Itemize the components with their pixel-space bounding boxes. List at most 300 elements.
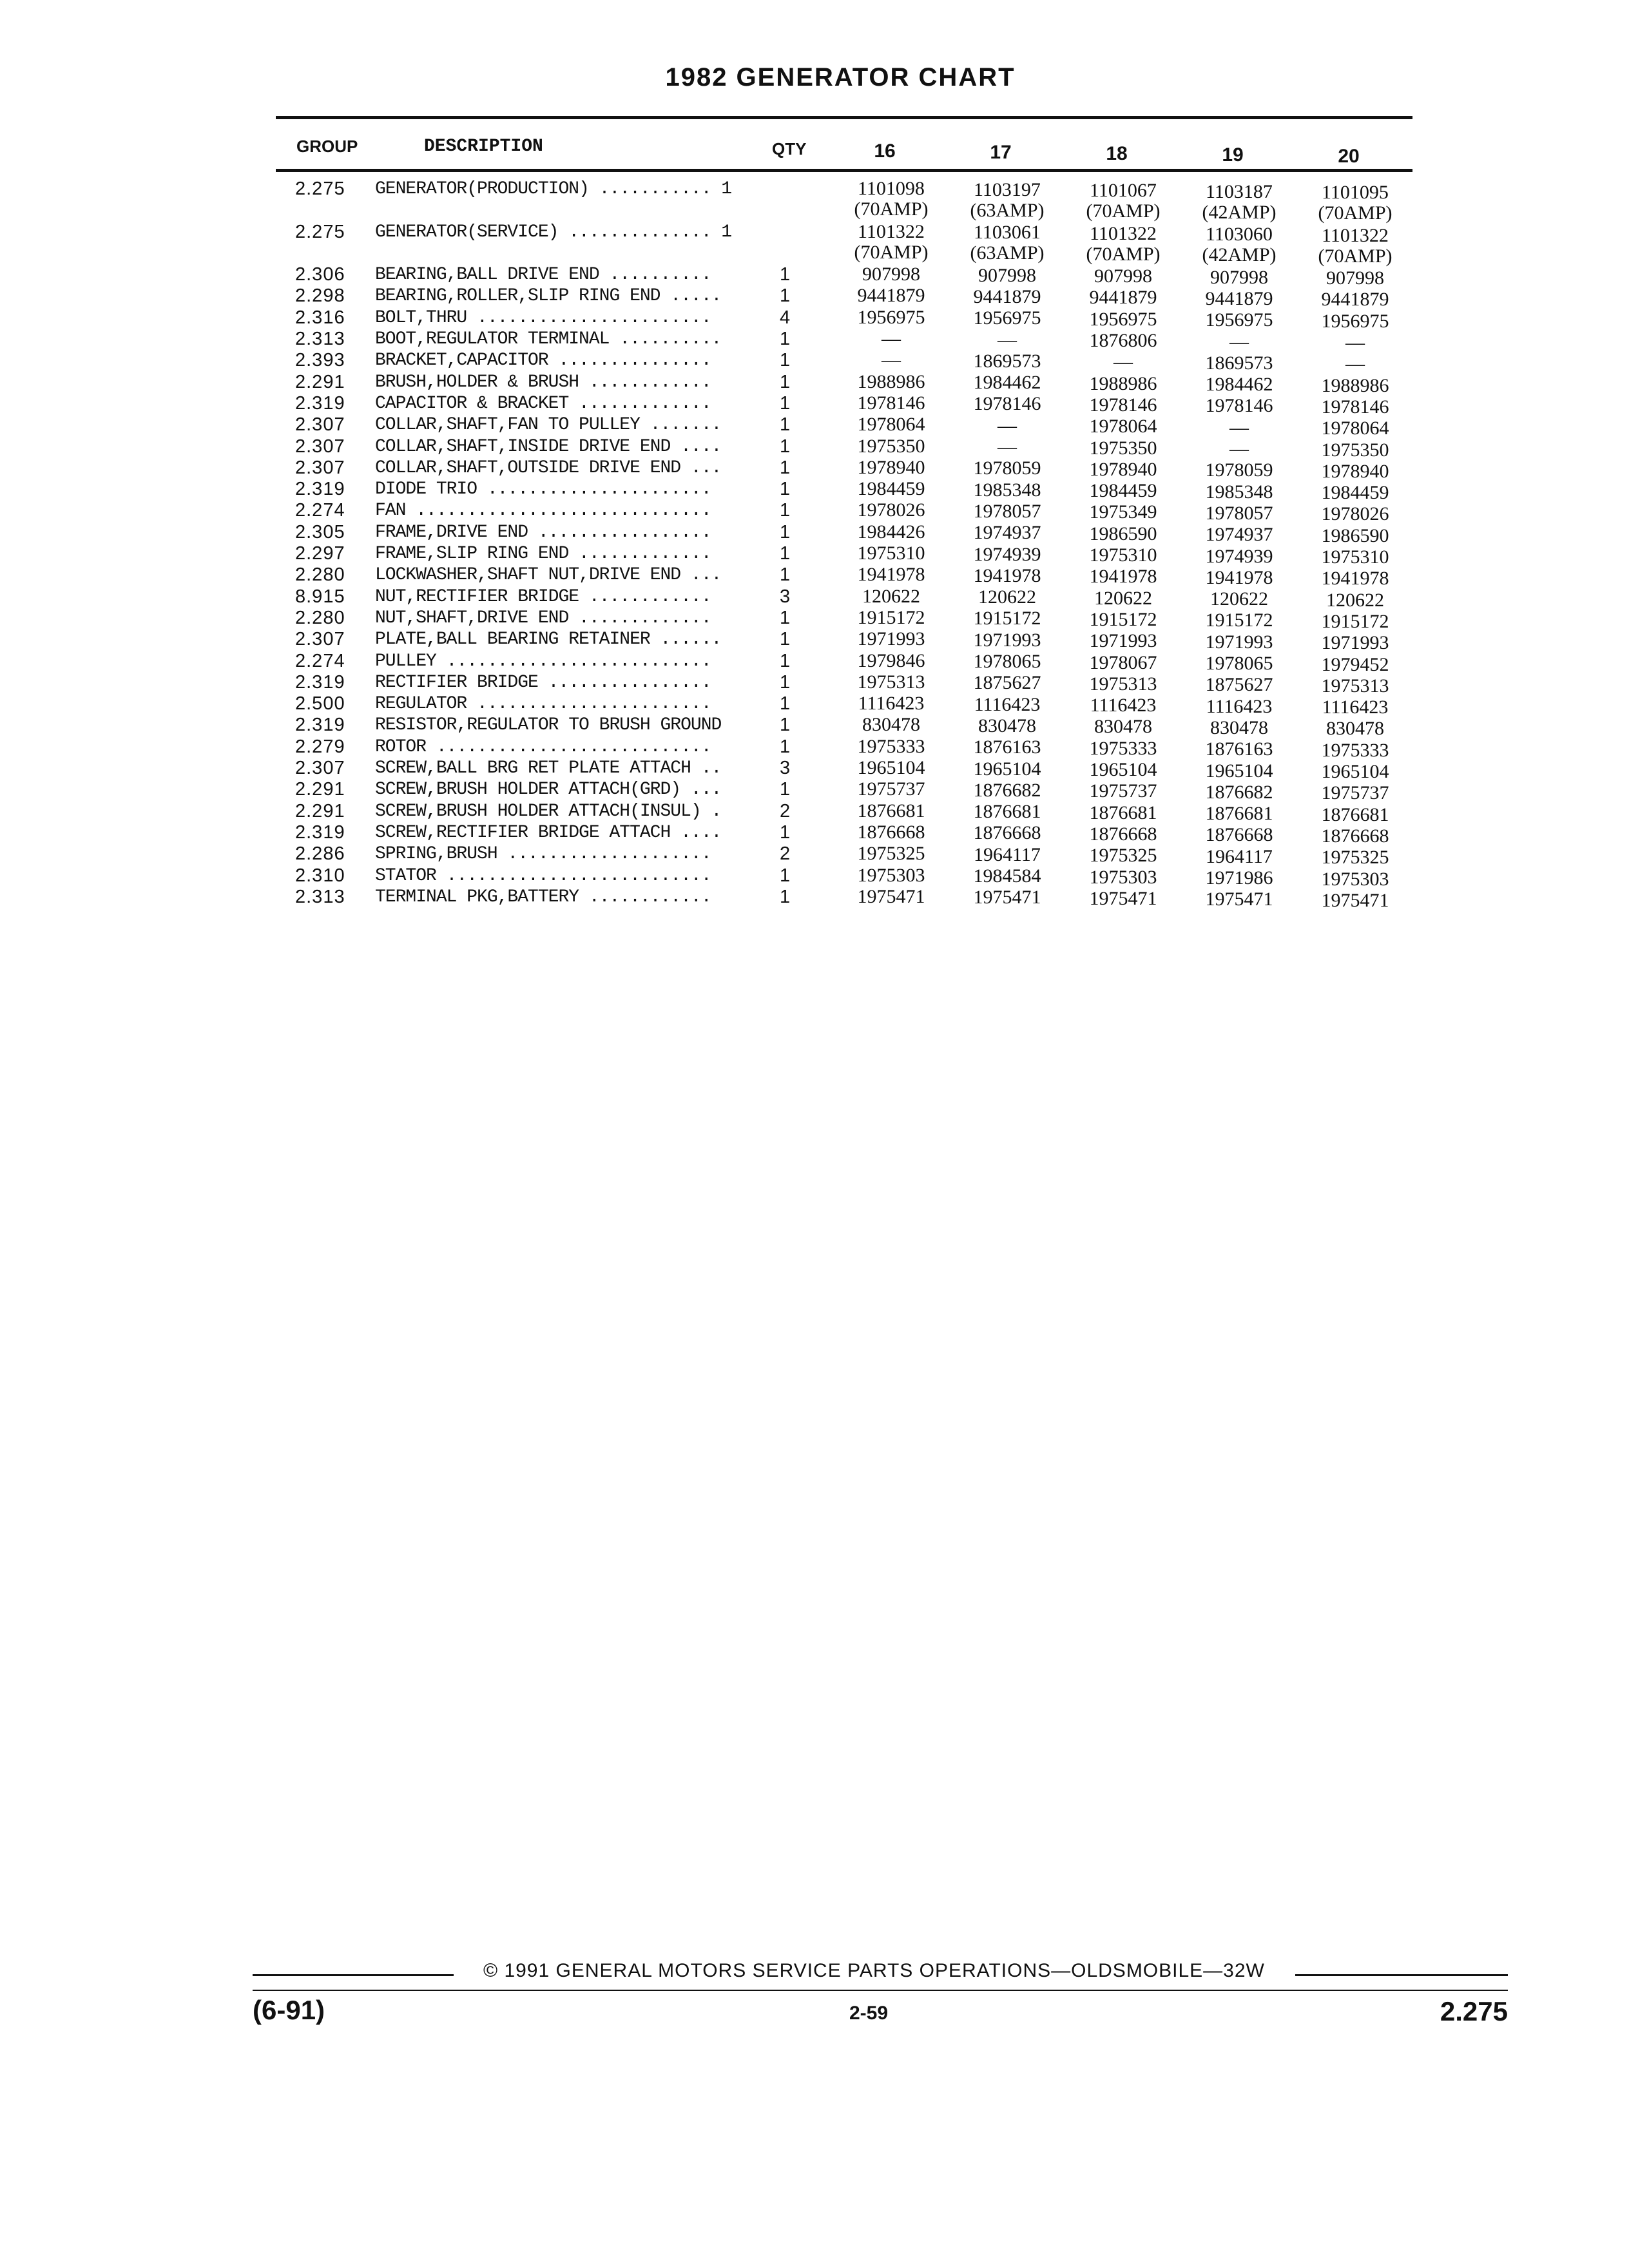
part-number-value: 1974939 bbox=[1205, 545, 1273, 567]
part-number-value: 1941978 bbox=[1205, 566, 1273, 588]
row-description: TERMINAL PKG,BATTERY ............ bbox=[375, 887, 711, 907]
table-row bbox=[276, 414, 1412, 439]
part-number-value: 1986590 bbox=[1321, 524, 1389, 546]
part-number-value: — bbox=[1229, 416, 1249, 438]
amp-rating: (70AMP) bbox=[1318, 245, 1393, 267]
row-description: FRAME,DRIVE END ................. bbox=[375, 522, 711, 543]
row-part-number bbox=[1068, 502, 1178, 523]
row-part-number bbox=[1068, 459, 1178, 480]
row-description: COLLAR,SHAFT,INSIDE DRIVE END .... bbox=[375, 436, 722, 457]
row-part-number bbox=[836, 307, 946, 328]
row-part-number bbox=[1068, 566, 1178, 587]
row-description: PULLEY .......................... bbox=[375, 651, 711, 671]
row-part-number bbox=[1068, 845, 1178, 866]
row-qty: 1 bbox=[780, 285, 791, 307]
amp-rating: (63AMP) bbox=[970, 199, 1045, 221]
row-part-number bbox=[836, 672, 946, 693]
table-row bbox=[276, 757, 1412, 783]
part-number-value: 1876682 bbox=[973, 779, 1041, 801]
part-number-value: 907998 bbox=[1094, 265, 1152, 287]
part-number-value: — bbox=[998, 436, 1017, 458]
row-part-number bbox=[836, 758, 946, 778]
table-header bbox=[276, 129, 1412, 168]
row-qty: 1 bbox=[780, 350, 791, 371]
row-description: BRUSH,HOLDER & BRUSH ............ bbox=[375, 372, 711, 392]
part-number-value: — bbox=[1229, 438, 1249, 460]
amp-rating: (42AMP) bbox=[1202, 244, 1277, 266]
part-number-value: — bbox=[882, 328, 901, 350]
row-description: RESISTOR,REGULATOR TO BRUSH GROUND bbox=[375, 715, 722, 736]
row-part-number bbox=[836, 457, 946, 478]
row-qty: 1 bbox=[780, 629, 791, 650]
row-qty: 1 bbox=[780, 371, 791, 392]
row-part-number bbox=[1184, 847, 1294, 867]
table-row bbox=[276, 778, 1412, 804]
row-part-number bbox=[952, 265, 1062, 286]
row-part-number bbox=[836, 586, 946, 607]
part-number-value: 1984584 bbox=[973, 865, 1041, 887]
row-part-number bbox=[952, 437, 1062, 457]
part-number-value: 1984462 bbox=[1205, 374, 1273, 396]
row-part-number bbox=[1068, 738, 1178, 759]
row-group: 8.915 bbox=[295, 586, 345, 607]
part-number-value: 1974937 bbox=[1205, 524, 1273, 546]
row-part-number bbox=[1068, 695, 1178, 716]
row-part-number bbox=[1184, 503, 1294, 524]
amp-rating: (42AMP) bbox=[1202, 201, 1277, 223]
row-qty: 1 bbox=[780, 543, 791, 564]
table-row bbox=[276, 628, 1412, 654]
row-part-number bbox=[952, 351, 1062, 372]
row-qty: 1 bbox=[780, 607, 791, 628]
part-number-value: 1971986 bbox=[1205, 867, 1273, 889]
part-number-value: 1956975 bbox=[857, 306, 925, 328]
row-part-number bbox=[836, 285, 946, 306]
row-part-number bbox=[952, 523, 1062, 543]
row-part-number bbox=[836, 822, 946, 843]
part-number-value: — bbox=[1345, 353, 1365, 375]
table-row bbox=[276, 543, 1412, 568]
table-row bbox=[276, 671, 1412, 697]
row-group: 2.297 bbox=[295, 543, 345, 564]
table-row bbox=[276, 800, 1412, 825]
row-part-number bbox=[1184, 460, 1294, 481]
part-number-value: 1974939 bbox=[973, 543, 1041, 565]
part-number-value: 1116423 bbox=[1206, 695, 1273, 717]
row-part-number bbox=[952, 695, 1062, 715]
row-part-number bbox=[836, 500, 946, 521]
part-number-value: 1876681 bbox=[1089, 802, 1157, 823]
row-qty: 1 bbox=[780, 736, 791, 757]
table-row bbox=[276, 821, 1412, 847]
row-group: 2.286 bbox=[295, 843, 345, 865]
part-number-value: 1975737 bbox=[1321, 782, 1389, 804]
part-number-value: 120622 bbox=[1094, 587, 1152, 609]
row-group: 2.279 bbox=[295, 736, 345, 757]
part-number-value: 1975333 bbox=[1089, 737, 1157, 759]
table-row bbox=[276, 285, 1412, 311]
row-part-number bbox=[1068, 631, 1178, 651]
part-number-value: 120622 bbox=[862, 585, 920, 607]
row-description: NUT,RECTIFIER BRIDGE ............ bbox=[375, 586, 711, 607]
table-row bbox=[276, 478, 1412, 504]
row-part-number bbox=[1184, 182, 1294, 223]
footer-date: (6-91) bbox=[253, 1995, 325, 2025]
row-qty: 1 bbox=[780, 715, 791, 736]
row-group: 2.305 bbox=[295, 521, 345, 543]
row-description: GENERATOR(PRODUCTION) ........... 1 bbox=[375, 179, 732, 199]
table-row bbox=[276, 564, 1412, 590]
row-part-number bbox=[836, 522, 946, 543]
row-part-number bbox=[952, 501, 1062, 522]
header-qty: QTY bbox=[772, 139, 807, 159]
part-number-value: 1971993 bbox=[973, 629, 1041, 651]
part-number-value: 1975350 bbox=[1321, 439, 1389, 461]
part-number-value: 1978026 bbox=[1321, 503, 1389, 525]
row-description: RECTIFIER BRIDGE ................ bbox=[375, 672, 711, 693]
part-number-value: 1975471 bbox=[973, 887, 1041, 908]
row-part-number bbox=[1068, 674, 1178, 695]
row-group: 2.291 bbox=[295, 800, 345, 822]
part-number-value: 1915172 bbox=[857, 606, 925, 628]
row-part-number bbox=[952, 330, 1062, 351]
part-number-value: 1103060 bbox=[1206, 224, 1273, 245]
table-row bbox=[276, 370, 1412, 396]
row-group: 2.280 bbox=[295, 607, 345, 628]
part-number-value: 1978057 bbox=[1205, 502, 1273, 524]
row-group: 2.319 bbox=[295, 715, 345, 736]
amp-rating: (63AMP) bbox=[970, 242, 1045, 264]
footer-rule-left bbox=[253, 1974, 454, 1976]
row-part-number bbox=[1068, 481, 1178, 501]
table-row bbox=[276, 306, 1412, 332]
row-description: SCREW,BRUSH HOLDER ATTACH(INSUL) . bbox=[375, 801, 722, 822]
row-part-number bbox=[836, 715, 946, 735]
header-col-16: 16 bbox=[874, 140, 896, 162]
table-row bbox=[276, 521, 1412, 546]
part-number-value: 1975313 bbox=[1089, 673, 1157, 695]
part-number-value: 1975471 bbox=[1089, 887, 1157, 909]
row-description: BOOT,REGULATOR TERMINAL .......... bbox=[375, 329, 722, 350]
row-part-number bbox=[1068, 287, 1178, 308]
row-group: 2.319 bbox=[295, 479, 345, 500]
row-part-number bbox=[1068, 524, 1178, 544]
part-number-value: — bbox=[882, 349, 901, 371]
row-part-number bbox=[1184, 224, 1294, 265]
row-part-number bbox=[1184, 267, 1294, 288]
amp-rating: (70AMP) bbox=[854, 241, 929, 263]
part-number-value: 1915172 bbox=[1089, 608, 1157, 630]
row-part-number bbox=[836, 629, 946, 649]
row-description: BEARING,ROLLER,SLIP RING END ..... bbox=[375, 286, 722, 307]
row-part-number bbox=[1184, 396, 1294, 416]
row-part-number bbox=[1068, 331, 1178, 351]
part-number-value: 1985348 bbox=[1205, 481, 1273, 503]
part-number-value: 1975310 bbox=[857, 543, 925, 564]
table-row bbox=[276, 349, 1412, 375]
part-number-value: 9441879 bbox=[1089, 287, 1157, 309]
row-part-number bbox=[1300, 890, 1410, 911]
row-part-number bbox=[1068, 760, 1178, 780]
part-number-value: 1103061 bbox=[974, 222, 1041, 244]
row-part-number bbox=[952, 737, 1062, 758]
part-number-value: 1875627 bbox=[1205, 674, 1273, 696]
row-part-number bbox=[1184, 782, 1294, 803]
part-number-value: 1978065 bbox=[973, 651, 1041, 673]
row-description: BEARING,BALL DRIVE END .......... bbox=[375, 265, 711, 285]
row-qty: 3 bbox=[780, 758, 791, 779]
table-row bbox=[276, 456, 1412, 482]
part-number-value: 120622 bbox=[1210, 588, 1268, 610]
row-group: 2.313 bbox=[295, 329, 345, 350]
part-number-value: 1876163 bbox=[1205, 738, 1273, 760]
row-description: STATOR .......................... bbox=[375, 865, 711, 886]
row-qty: 2 bbox=[780, 800, 791, 822]
part-number-value: 1876668 bbox=[1321, 825, 1389, 847]
table-row bbox=[276, 649, 1412, 675]
part-number-value: 1875627 bbox=[973, 672, 1041, 694]
part-number-value: 1941978 bbox=[973, 564, 1041, 586]
row-part-number bbox=[952, 394, 1062, 414]
table-row bbox=[276, 885, 1412, 911]
row-part-number bbox=[1184, 374, 1294, 395]
row-part-number bbox=[1068, 416, 1178, 437]
row-qty: 2 bbox=[780, 843, 791, 865]
row-part-number bbox=[1068, 653, 1178, 673]
row-part-number bbox=[1068, 610, 1178, 630]
part-number-value: 830478 bbox=[1210, 716, 1268, 738]
row-description: CAPACITOR & BRACKET ............. bbox=[375, 393, 711, 414]
row-part-number bbox=[952, 416, 1062, 436]
row-part-number bbox=[952, 780, 1062, 801]
part-number-value: 1876682 bbox=[1205, 781, 1273, 803]
part-number-value: 1978146 bbox=[1089, 394, 1157, 416]
row-description: BRACKET,CAPACITOR ............... bbox=[375, 351, 711, 371]
table-row bbox=[276, 435, 1412, 461]
footer-rule-bottom bbox=[253, 1990, 1508, 1991]
row-part-number bbox=[1068, 781, 1178, 802]
part-number-value: 1975313 bbox=[857, 671, 925, 693]
part-number-value: 1116423 bbox=[1090, 695, 1157, 716]
table-row bbox=[276, 178, 1412, 222]
part-number-value: 1985348 bbox=[973, 479, 1041, 501]
part-number-value: 1975310 bbox=[1321, 546, 1389, 568]
row-description: FRAME,SLIP RING END ............. bbox=[375, 544, 711, 564]
footer-section-number: 2.275 bbox=[1440, 1996, 1508, 2026]
row-part-number bbox=[1184, 632, 1294, 653]
table-row bbox=[276, 843, 1412, 869]
row-part-number bbox=[1068, 352, 1178, 372]
row-description: REGULATOR ....................... bbox=[375, 694, 711, 715]
part-number-value: 830478 bbox=[862, 714, 920, 736]
row-part-number bbox=[952, 802, 1062, 822]
part-number-value: 9441879 bbox=[857, 285, 925, 307]
part-number-value: 1979452 bbox=[1321, 653, 1389, 675]
row-description: COLLAR,SHAFT,FAN TO PULLEY ....... bbox=[375, 415, 722, 436]
part-number-value: 1975325 bbox=[1089, 845, 1157, 867]
part-number-value: 907998 bbox=[1210, 266, 1268, 288]
header-description: DESCRIPTION bbox=[424, 137, 543, 157]
header-group: GROUP bbox=[296, 137, 358, 156]
footer-copyright: © 1991 GENERAL MOTORS SERVICE PARTS OPERATIONS—OLDSMOBILE—32W bbox=[483, 1960, 1265, 1981]
row-part-number bbox=[1184, 761, 1294, 782]
part-number-value: 120622 bbox=[978, 586, 1036, 608]
part-number-value: 1971993 bbox=[1321, 632, 1389, 654]
row-group: 2.275 bbox=[295, 178, 345, 199]
part-number-value: 1975471 bbox=[857, 885, 925, 907]
part-number-value: 1975325 bbox=[1321, 847, 1389, 869]
table-row bbox=[276, 222, 1412, 265]
part-number-value: — bbox=[1345, 332, 1365, 354]
row-part-number bbox=[836, 479, 946, 499]
row-qty: 1 bbox=[780, 564, 791, 586]
row-part-number bbox=[1184, 825, 1294, 845]
row-group: 2.307 bbox=[295, 436, 345, 457]
row-part-number bbox=[1184, 332, 1294, 352]
row-part-number bbox=[1068, 374, 1178, 394]
row-part-number bbox=[836, 693, 946, 714]
row-description: GENERATOR(SERVICE) .............. 1 bbox=[375, 222, 732, 242]
part-number-value: 1101322 bbox=[1090, 222, 1157, 244]
part-number-value: 1101067 bbox=[1090, 180, 1157, 201]
row-group: 2.307 bbox=[295, 629, 345, 650]
row-qty: 4 bbox=[780, 307, 791, 328]
part-number-value: 1915172 bbox=[1321, 610, 1389, 632]
part-number-value: 1975737 bbox=[1089, 780, 1157, 802]
part-number-value: 1965104 bbox=[973, 758, 1041, 780]
part-number-value: 1101322 bbox=[1322, 224, 1389, 246]
row-part-number bbox=[836, 393, 946, 414]
page-title: 1982 GENERATOR CHART bbox=[665, 63, 1016, 91]
row-group: 2.274 bbox=[295, 650, 345, 671]
part-number-value: 1941978 bbox=[857, 564, 925, 586]
row-part-number bbox=[952, 823, 1062, 843]
table-row bbox=[276, 693, 1412, 718]
row-part-number bbox=[1068, 309, 1178, 330]
row-description: SCREW,BRUSH HOLDER ATTACH(GRD) ... bbox=[375, 780, 722, 800]
row-part-number bbox=[952, 866, 1062, 887]
part-number-value: 1915172 bbox=[1205, 610, 1273, 631]
part-number-value: 1978065 bbox=[1205, 653, 1273, 675]
table-row bbox=[276, 585, 1412, 611]
row-part-number bbox=[1184, 718, 1294, 738]
amp-rating: (70AMP) bbox=[1318, 202, 1393, 224]
part-number-value: 9441879 bbox=[1205, 287, 1273, 309]
row-part-number bbox=[1184, 418, 1294, 438]
row-part-number bbox=[952, 180, 1062, 221]
table-row bbox=[276, 714, 1412, 740]
row-part-number bbox=[952, 287, 1062, 307]
header-col-19: 19 bbox=[1222, 144, 1244, 166]
row-qty: 1 bbox=[780, 886, 791, 907]
row-qty: 1 bbox=[780, 264, 791, 285]
row-part-number bbox=[836, 651, 946, 671]
row-qty: 3 bbox=[780, 586, 791, 607]
row-part-number bbox=[1184, 568, 1294, 588]
row-part-number bbox=[1068, 803, 1178, 823]
part-number-value: 1975313 bbox=[1321, 675, 1389, 697]
top-rule bbox=[276, 116, 1412, 119]
footer-rule-right bbox=[1295, 1974, 1508, 1976]
row-part-number bbox=[836, 887, 946, 907]
part-number-value: 1975303 bbox=[1089, 866, 1157, 888]
part-number-value: 1975333 bbox=[1321, 739, 1389, 761]
row-qty: 1 bbox=[780, 500, 791, 521]
table-row bbox=[276, 392, 1412, 418]
row-part-number bbox=[1184, 889, 1294, 910]
part-number-value: 907998 bbox=[862, 264, 920, 285]
part-number-value: 9441879 bbox=[1321, 289, 1389, 311]
part-number-value: 1975325 bbox=[857, 843, 925, 865]
row-group: 2.280 bbox=[295, 564, 345, 586]
part-number-value: 1116423 bbox=[1322, 697, 1389, 718]
part-number-value: 1956975 bbox=[1205, 309, 1273, 331]
part-number-value: 907998 bbox=[1326, 267, 1384, 289]
part-number-value: 1975737 bbox=[857, 778, 925, 800]
part-number-value: 1978940 bbox=[1089, 458, 1157, 480]
row-qty: 1 bbox=[780, 329, 791, 350]
row-part-number bbox=[836, 222, 946, 263]
part-number-value: 1956975 bbox=[1089, 308, 1157, 330]
row-part-number bbox=[952, 630, 1062, 651]
row-part-number bbox=[836, 436, 946, 457]
part-number-value: 9441879 bbox=[973, 285, 1041, 307]
row-description: NUT,SHAFT,DRIVE END ............. bbox=[375, 608, 711, 628]
row-part-number bbox=[836, 843, 946, 864]
part-number-value: 1941978 bbox=[1089, 566, 1157, 588]
part-number-value: 1964117 bbox=[1206, 845, 1273, 867]
part-number-value: 1979846 bbox=[857, 649, 925, 671]
row-part-number bbox=[1184, 868, 1294, 889]
table-row bbox=[276, 328, 1412, 354]
part-number-value: 1978057 bbox=[973, 500, 1041, 522]
row-part-number bbox=[836, 801, 946, 822]
row-part-number bbox=[952, 759, 1062, 780]
part-number-value: 1965104 bbox=[1205, 760, 1273, 782]
row-description: SCREW,BALL BRG RET PLATE ATTACH .. bbox=[375, 758, 722, 779]
part-number-value: 1988986 bbox=[1089, 372, 1157, 394]
row-description: SPRING,BRUSH .................... bbox=[375, 844, 711, 865]
part-number-value: 1978146 bbox=[1205, 395, 1273, 417]
part-number-value: 1941978 bbox=[1321, 568, 1389, 590]
part-number-value: 1984426 bbox=[857, 521, 925, 543]
part-number-value: 1978146 bbox=[857, 392, 925, 414]
part-number-value: 1876806 bbox=[1089, 330, 1157, 352]
row-group: 2.316 bbox=[295, 307, 345, 328]
row-qty: 1 bbox=[780, 650, 791, 671]
amp-rating: (70AMP) bbox=[1086, 243, 1161, 265]
part-number-value: 1869573 bbox=[1205, 352, 1273, 374]
part-number-value: 1101322 bbox=[858, 220, 925, 242]
row-part-number bbox=[1184, 546, 1294, 567]
row-part-number bbox=[836, 865, 946, 886]
row-group: 2.274 bbox=[295, 500, 345, 521]
part-number-value: — bbox=[1229, 331, 1249, 352]
part-number-value: 1978146 bbox=[1321, 396, 1389, 418]
row-part-number bbox=[952, 845, 1062, 865]
part-number-value: — bbox=[998, 329, 1017, 351]
row-part-number bbox=[952, 651, 1062, 672]
row-part-number bbox=[952, 608, 1062, 629]
row-part-number bbox=[1068, 545, 1178, 566]
row-part-number bbox=[1300, 226, 1410, 267]
table-row bbox=[276, 735, 1412, 761]
row-part-number bbox=[1184, 289, 1294, 309]
part-number-value: 1876163 bbox=[973, 736, 1041, 758]
row-group: 2.306 bbox=[295, 264, 345, 285]
row-part-number bbox=[1068, 867, 1178, 888]
row-group: 2.319 bbox=[295, 392, 345, 414]
